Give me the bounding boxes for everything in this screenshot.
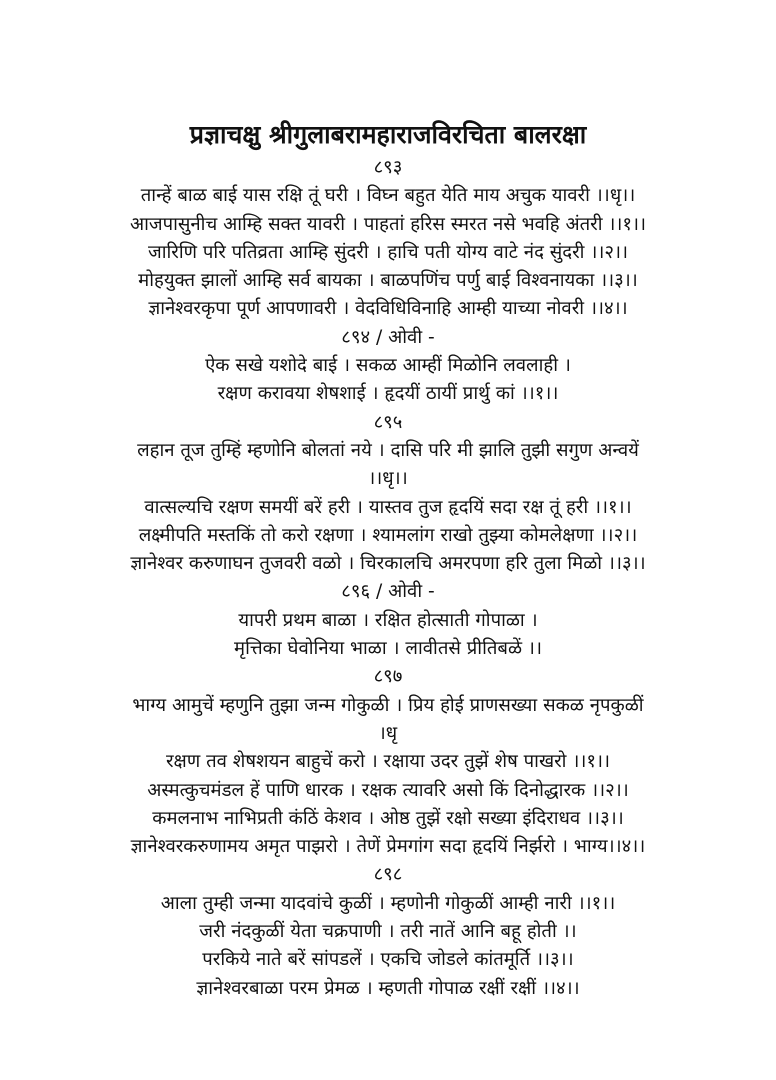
verse-line: लहान तूज तुम्हिं म्हणोनि बोलतां नये । दासि परि मी झालि तुझी सगुण अन्वयें [137, 439, 639, 461]
verse-line: ।धृ [378, 722, 398, 744]
verse-line: यापरी प्रथम बाळा । रक्षित होत्साती गोपाळा । [238, 609, 538, 631]
verse-line: जरी नंदकुळीं येता चक्रपाणी । तरी नातें आनि बहू होती ।। [199, 921, 577, 943]
page-title: प्रज्ञाचक्षु श्रीगुलाबरामहाराजविरचिता बालरक्षा [189, 120, 587, 149]
verse-line: आला तुम्ही जन्मा यादवांचे कुळीं । म्हणोनी गोकुळीं आम्ही नारी ।।१।। [160, 892, 616, 914]
verse-line: अस्मत्कुचमंडल हें पाणि धारक । रक्षक त्यावरि असो किं दिनोद्धारक ।।२।। [147, 779, 629, 801]
verse-line: मोहयुक्त झालों आम्हि सर्व बायका । बाळपणिंच पर्णु बाई विश्वनायका ।।३।। [138, 270, 638, 292]
verse-line: भाग्य आमुचें म्हणुनि तुझा जन्म गोकुळी । प्रिय होई प्राणसख्या सकळ नृपकुळीं [132, 694, 644, 716]
verse-number: ८९५ [373, 411, 403, 433]
verse-line: रक्षण तव शेषशयन बाहुचें करो । रक्षाया उदर तुझें शेष पाखरो ।।१।। [165, 751, 610, 773]
verse-line: वात्सल्यचि रक्षण समयीं बरें हरी । यास्तव तुज हृदयिं सदा रक्ष तूं हरी ।।१।। [144, 496, 632, 518]
verse-line: तान्हें बाळ बाई यास रक्षि तूं घरी । विघ्न बहुत येति माय अचुक यावरी ।।धृ।। [140, 185, 636, 207]
verse-body [0, 154, 776, 1003]
verse-line: आजपासुनीच आम्हि सक्त यावरी । पाहतां हरिस स्मरत नसे भवहि अंतरी ।।१।। [129, 213, 647, 235]
verse-line: परकिये नाते बरें सांपडलें । एकचि जोडले कांतमूर्ति ।।३।। [202, 949, 574, 971]
verse-line: जारिणि परि पतिव्रता आम्हि सुंदरी । हाचि पती योग्य वाटे नंद सुंदरी ।।२।। [147, 241, 629, 263]
verse-line: ज्ञानेश्वरबाळा परम प्रेमळ । म्हणती गोपाळ रक्षीं रक्षीं ।।४।। [196, 977, 580, 999]
verse-line: कमलनाभ नाभिप्रती कंठिं केशव । ओष्ठ तुझें रक्षो सख्या इंदिराधव ।।३।। [152, 807, 624, 829]
verse-number: ८९६ / ओवी - [341, 581, 435, 603]
verse-line: ऐक सखे यशोदे बाई । सकळ आम्हीं मिळोनि लवलाही । [205, 355, 571, 377]
verse-line: ज्ञानेश्वरकरुणामय अमृत पाझरो । तेणें प्रेमगांग सदा हृदयिं निर्झरो । भाग्य।।४।। [130, 836, 646, 858]
verse-number: ८९३ [373, 157, 403, 178]
verse-number: ८९७ [373, 666, 403, 688]
verse-line: लक्ष्मीपति मस्तकिं तो करो रक्षणा । श्यामलांग राखो तुझ्या कोमलेक्षणा ।।२।। [138, 524, 638, 546]
verse-line: ज्ञानेश्वरकृपा पूर्ण आपणावरी । वेदविधिविनाहि आम्ही याच्या नोवरी ।।४।। [148, 298, 628, 320]
verse-line: ।।धृ।। [368, 468, 408, 490]
document-page [0, 118, 776, 1003]
verse-number: ८९४ / ओवी - [341, 326, 435, 348]
verse-line: ज्ञानेश्वर करुणाघन तुजवरी वळो । चिरकालचि अमरपणा हरि तुला मिळो ।।३।। [130, 553, 646, 575]
verse-line: रक्षण करावया शेषशाई । हृदयीं ठायीं प्रार्थु कां ।।१।। [217, 383, 559, 405]
verse-number: ८९८ [373, 864, 403, 886]
verse-line: मृत्तिका घेवोनिया भाळा । लावीतसे प्रीतिबळें ।। [234, 638, 542, 660]
